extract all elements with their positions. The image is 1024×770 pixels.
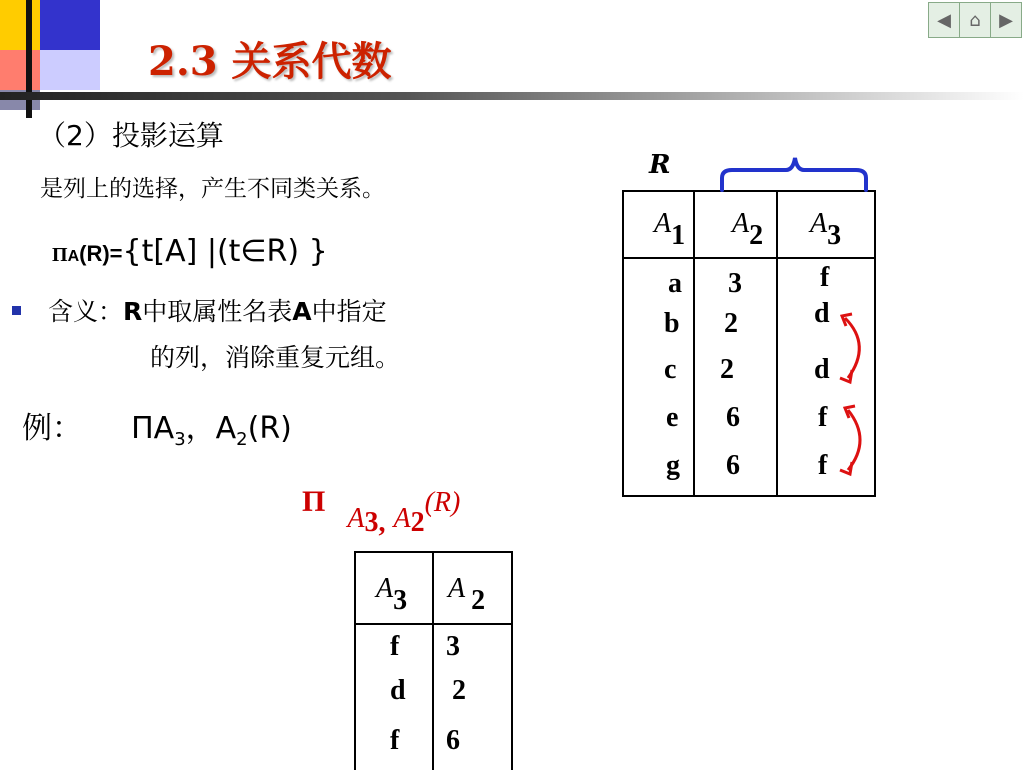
example-label: 例： (22, 411, 82, 446)
result-n2: 2 (410, 507, 425, 538)
result-pi: Π (302, 485, 326, 518)
header-a1: A1 (654, 208, 686, 251)
red-arrow-icon (840, 314, 859, 382)
brace-icon (722, 158, 866, 190)
example-arg: (R) (247, 411, 292, 446)
red-arrow-icon (840, 406, 860, 474)
header-a3: A3 (810, 208, 842, 251)
pi-symbol: Π (52, 244, 68, 266)
cell: 2 (452, 675, 466, 706)
next-slide-icon[interactable]: ▶ (999, 9, 1013, 31)
description-text: 是列上的选择，产生不同类关系。 (40, 176, 385, 202)
cell: e (666, 402, 679, 433)
header-a2: A2 (732, 208, 764, 251)
cell: f (818, 450, 828, 481)
cell: b (664, 308, 680, 339)
example-sub2: 2 (236, 429, 248, 450)
cell: a (668, 268, 682, 299)
formula-arg: (R)= (79, 241, 123, 266)
meaning-label: 含义： (48, 297, 124, 326)
cell: 6 (726, 450, 740, 481)
cell: f (390, 631, 400, 662)
cell: 3 (446, 631, 460, 662)
cell: d (390, 675, 406, 706)
cell: f (818, 402, 828, 433)
cell: 6 (446, 725, 460, 756)
formula-body: {t[A] |(t∈R) } (122, 234, 328, 269)
slide-title: 2.3 关系代数 (148, 38, 392, 85)
meaning-text-2: 中指定 (311, 297, 387, 326)
cell: 3 (728, 268, 742, 299)
example-sub3: 3 (174, 429, 186, 450)
meaning-r: R (123, 297, 143, 326)
section-subtitle: （2）投影运算 (38, 119, 224, 152)
meaning-text-1: 中取属性名表 (142, 297, 293, 326)
pi-subscript: A (67, 248, 80, 265)
header-a3: A3 (376, 573, 408, 616)
meaning-a: A (292, 297, 312, 326)
example-a2: A (215, 411, 237, 446)
example-a3: A (153, 411, 175, 446)
cell: c (664, 354, 677, 385)
cell: 2 (724, 308, 738, 339)
result-arg: (R) (424, 487, 461, 518)
header-a2: A 2 (448, 573, 486, 616)
example-pi: Π (131, 411, 154, 446)
relation-r-label: R (649, 150, 671, 180)
prev-slide-icon[interactable]: ◀ (929, 3, 960, 37)
result-a2: A (393, 503, 411, 534)
cell: f (390, 725, 400, 756)
result-a3: A (347, 503, 365, 534)
cell: 2 (720, 354, 734, 385)
example-comma: ， (185, 411, 216, 446)
home-icon[interactable]: ⌂ (960, 3, 991, 37)
cell: 6 (726, 402, 740, 433)
cell: d (814, 298, 830, 329)
cell: f (820, 262, 830, 293)
cell: d (814, 354, 830, 385)
cell: g (666, 450, 680, 481)
result-n3: 3, (364, 507, 386, 538)
meaning-line-2: 的列，消除重复元组。 (150, 343, 401, 372)
